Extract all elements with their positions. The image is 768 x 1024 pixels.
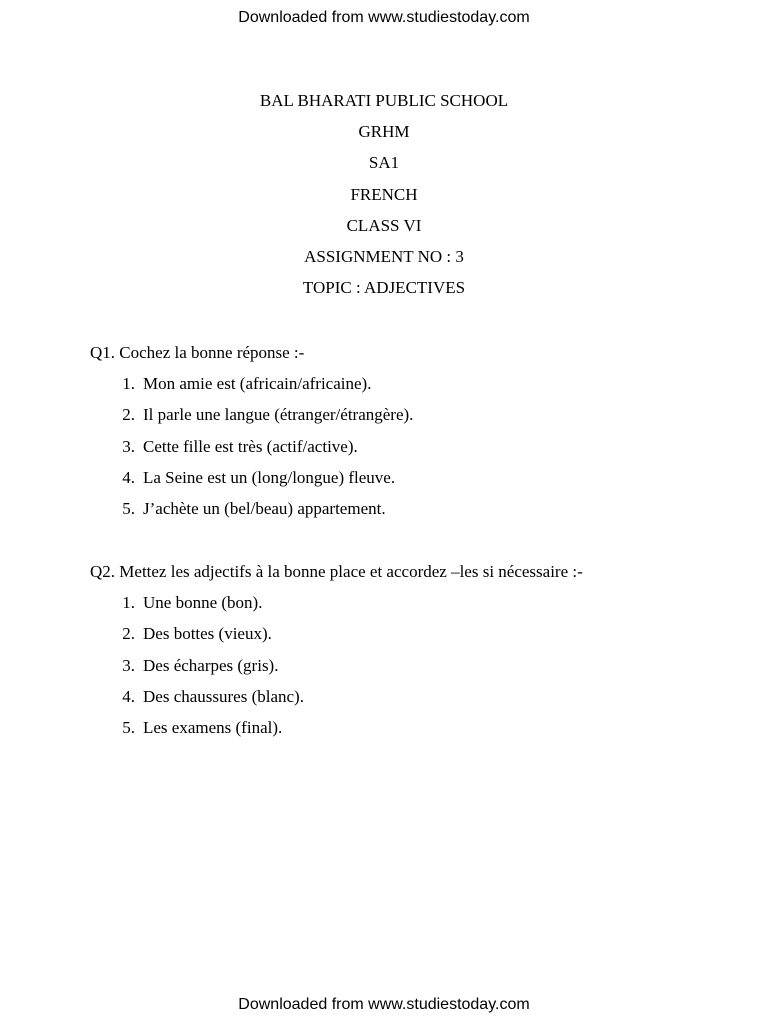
item-text: Mon amie est (africain/africaine). bbox=[143, 374, 372, 394]
branch-name: GRHM bbox=[358, 122, 410, 142]
list-item bbox=[90, 685, 740, 716]
question-1-items bbox=[90, 372, 740, 528]
exam-name: SA1 bbox=[368, 153, 400, 173]
question-2-items bbox=[90, 591, 740, 747]
item-text: Des chaussures (blanc). bbox=[143, 686, 304, 706]
item-text: J’achète un (bel/beau) appartement. bbox=[143, 498, 386, 518]
list-item bbox=[90, 716, 740, 747]
watermark-top: Downloaded from www.studiestoday.com bbox=[238, 9, 530, 26]
question-2-title: Q2. Mettez les adjectifs à la bonne place et accordez –les si nécessaire :- bbox=[90, 562, 583, 581]
list-item bbox=[90, 622, 740, 653]
question-1-title: Q1. Cochez la bonne réponse :- bbox=[90, 343, 305, 362]
document-header bbox=[0, 89, 768, 307]
list-item bbox=[90, 403, 740, 434]
question-2 bbox=[90, 560, 740, 747]
item-text: La Seine est un (long/longue) fleuve. bbox=[143, 467, 396, 487]
item-number: 3. bbox=[122, 655, 135, 675]
item-number: 3. bbox=[122, 436, 135, 456]
item-number: 4. bbox=[122, 686, 135, 706]
item-text: Il parle une langue (étranger/étrangère). bbox=[143, 405, 414, 425]
list-item bbox=[90, 466, 740, 497]
item-text: Les examens (final). bbox=[143, 717, 283, 737]
list-item bbox=[90, 372, 740, 403]
list-item bbox=[90, 654, 740, 685]
item-number: 4. bbox=[122, 467, 135, 487]
subject-name: FRENCH bbox=[350, 184, 418, 204]
school-name: BAL BHARATI PUBLIC SCHOOL bbox=[259, 91, 509, 110]
list-item bbox=[90, 497, 740, 528]
watermark-bottom: Downloaded from www.studiestoday.com bbox=[238, 996, 530, 1013]
topic-title: TOPIC : ADJECTIVES bbox=[302, 278, 466, 298]
item-text: Une bonne (bon). bbox=[143, 593, 263, 613]
item-number: 2. bbox=[122, 624, 135, 644]
item-number: 5. bbox=[122, 498, 135, 518]
list-item bbox=[90, 591, 740, 622]
item-number: 1. bbox=[122, 593, 135, 613]
question-1 bbox=[90, 341, 740, 528]
item-text: Cette fille est très (actif/active). bbox=[143, 436, 358, 456]
item-number: 1. bbox=[122, 374, 135, 394]
list-item bbox=[90, 435, 740, 466]
assignment-number: ASSIGNMENT NO : 3 bbox=[304, 246, 464, 266]
class-name: CLASS VI bbox=[346, 215, 422, 235]
item-number: 2. bbox=[122, 405, 135, 425]
item-text: Des bottes (vieux). bbox=[143, 624, 272, 644]
item-number: 5. bbox=[122, 717, 135, 737]
item-text: Des écharpes (gris). bbox=[143, 655, 279, 675]
